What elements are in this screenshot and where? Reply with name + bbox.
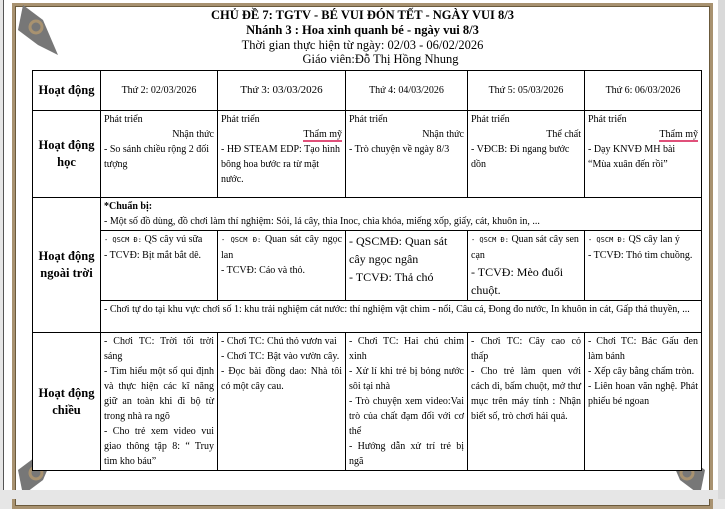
activity-cell: - Chơi TC: Cây cao cỏ thấp - Cho trẻ làm quen với cách di, bấm chuột, mở thư mục trên máy tính : Nhận biết số, trò chơi hái quả. [468, 333, 585, 471]
activity-cell: - QSCM Đ: Quan sát cây ngọc lan - TCVĐ: Cáo và thỏ. [218, 231, 346, 301]
row-label: Hoạt động học [33, 111, 101, 198]
activity-cell: Phát triển Nhận thức - Trò chuyện về ngày 8/3 [346, 111, 468, 198]
header-row [33, 71, 702, 111]
day-header: Thứ 3: 03/03/2026 [218, 71, 346, 111]
row-outdoor [33, 231, 702, 301]
theme-title: CHỦ ĐỀ 7: TGTV - BÉ VUI ĐÓN TẾT - NGÀY VUI 8/3 [210, 8, 515, 22]
day-header: Thứ 4: 04/03/2026 [346, 71, 468, 111]
activity-cell: - QSCM Đ: QS cây vú sữa - TCVĐ: Bịt mắt bắt dê. [101, 231, 218, 301]
branch-title: Nhánh 3 : Hoa xinh quanh bé - ngày vui 8/3 [246, 23, 479, 37]
period-text: Thời gian thực hiện từ ngày: 02/03 - 06/02/2026 [241, 38, 484, 52]
page-gap [0, 490, 718, 499]
row-free-play [33, 301, 702, 333]
scrollbar-track[interactable] [718, 0, 725, 499]
activity-cell: Phát triển Thể chất - VĐCB: Đi ngang bước dồn [468, 111, 585, 198]
day-header: Thứ 6: 06/03/2026 [585, 71, 702, 111]
activity-cell: Phát triển Thẩm mỹ - HĐ STEAM EDP: Tạo hình bông hoa bước ra từ mặt nước. [218, 111, 346, 198]
row-label: Hoạt động chiều [33, 333, 101, 471]
row-preparation [33, 198, 702, 231]
row-chieu [33, 333, 702, 471]
activity-cell: - Chơi TC: Chú thỏ vươn vai - Chơi TC: Bật vào vườn cây. - Đọc bài đồng dao: Nhà tôi có một cây cau. [218, 333, 346, 471]
activity-cell: - QSCMĐ: Quan sát cây ngọc ngân - TCVĐ: Thả chó [346, 231, 468, 301]
corner-header: Hoạt động [33, 71, 101, 111]
activity-cell: - QSCM Đ: Quan sát cây sen cạn - TCVĐ: Mèo đuổi chuột. [468, 231, 585, 301]
activity-cell: Phát triển Nhận thức - So sánh chiều rộng 2 đối tượng [101, 111, 218, 198]
free-play-cell: - Chơi tự do tại khu vực chơi số 1: khu trải nghiệm cát nước: thí nghiệm vật chìm - nổi, Câu cá, Đong đo nước, In khuôn in cát, Gấp thả thuyền, ... [101, 301, 702, 333]
activity-cell: - Chơi TC: Trời tối trời sáng - Tìm hiểu một số qui định và thực hiện các kĩ năng giữ an toàn khi đi bộ từ trong nhà ra ngõ - Cho trẻ xem video vui giao thông tập 8: “ Truy tìm kho báu” [101, 333, 218, 471]
activity-cell: - QSCM Đ: QS cây lan ý - TCVĐ: Thỏ tìm chuồng. [585, 231, 702, 301]
preparation-cell: *Chuẩn bị: - Một số đồ dùng, đồ chơi làm thí nghiệm: Sỏi, lá cây, thìa Inoc, chìa khóa, miếng xốp, giấy, cát, khuôn in, ... [101, 198, 702, 231]
day-header: Thứ 5: 05/03/2026 [468, 71, 585, 111]
teacher-text: Giáo viên:Đỗ Thị Hồng Nhung [302, 52, 459, 66]
activity-cell: Phát triển Thẩm mỹ - Dạy KNVĐ MH bài “Mùa xuân đến rồi” [585, 111, 702, 198]
row-label: Hoạt động ngoài trời [33, 198, 101, 333]
row-hoc [33, 111, 702, 198]
weekly-plan-table [32, 70, 702, 471]
activity-cell: - Chơi TC: Hai chú chim xinh - Xử lí khi trẻ bị bỏng nước sôi tại nhà - Trò chuyện xem video:Vai trò của chất đạm đối với cơ thể - Hướng dẫn xử trí trẻ bị ngã [346, 333, 468, 471]
activity-cell: - Chơi TC: Bác Gấu đen làm bánh - Xếp cây bằng chấm tròn. - Liên hoan văn nghệ. Phát phiếu bé ngoan [585, 333, 702, 471]
day-header: Thứ 2: 02/03/2026 [101, 71, 218, 111]
